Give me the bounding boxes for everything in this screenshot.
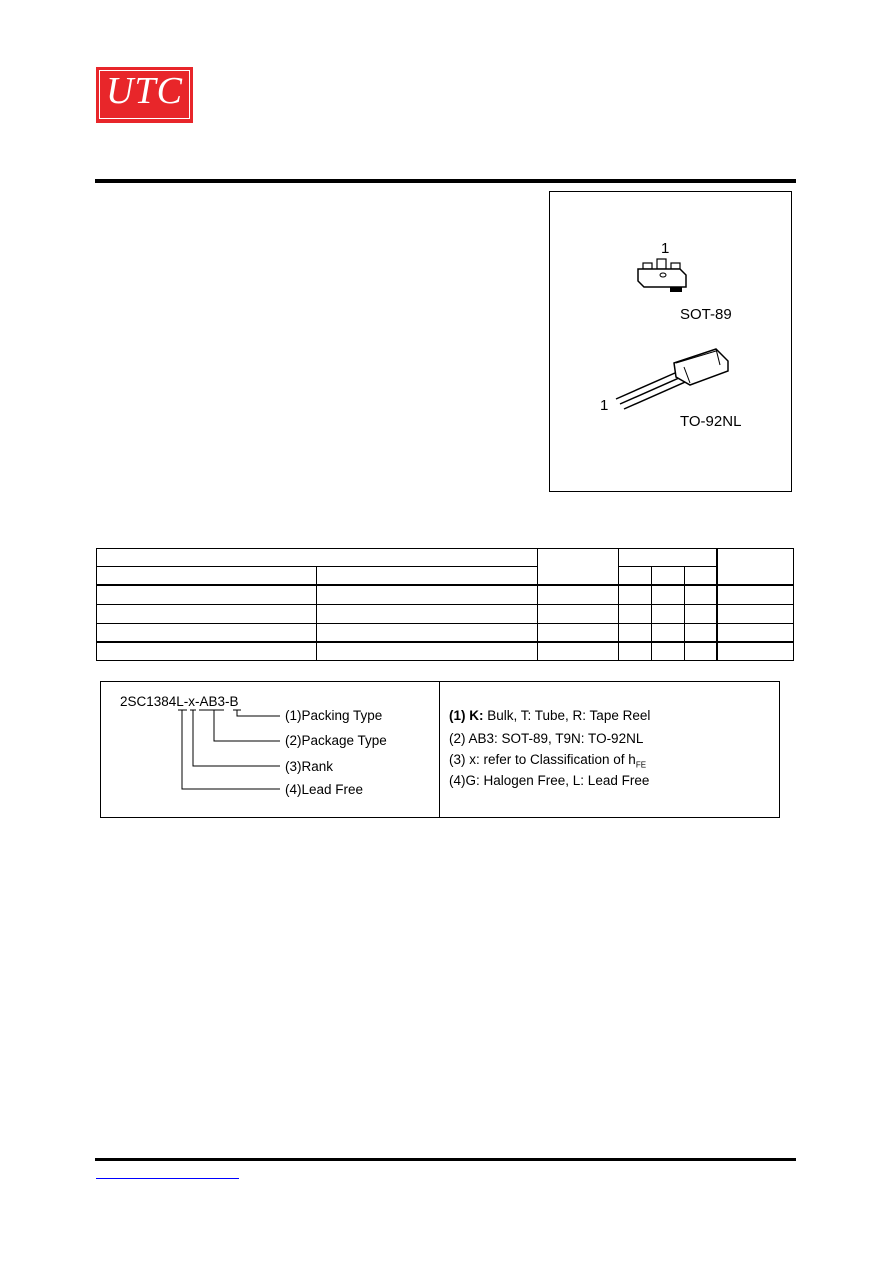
logo-text: UTC — [106, 70, 183, 112]
table-line — [96, 623, 794, 624]
table-line — [96, 604, 794, 605]
note-packing-text: Bulk, T: Tube, R: Tape Reel — [483, 708, 651, 723]
to92nl-pin-label: 1 — [600, 397, 609, 414]
utc-logo — [96, 67, 193, 123]
table-line — [96, 548, 794, 549]
to92nl-label: TO-92NL — [680, 413, 742, 430]
table-line — [618, 566, 717, 567]
table-line — [96, 548, 97, 661]
table-line — [96, 584, 794, 586]
note-packing — [449, 708, 650, 723]
ordering-divider — [439, 682, 440, 817]
website-link[interactable] — [96, 1178, 239, 1179]
note-packing-key: (1) K: — [449, 708, 484, 723]
table-line — [537, 548, 538, 661]
callout-lead-free: (4)Lead Free — [285, 782, 364, 797]
note-lead-free: (4)G: Halogen Free, L: Lead Free — [449, 773, 650, 788]
note-rank-sub: FE — [635, 760, 647, 770]
table-line — [96, 641, 794, 643]
callout-lines — [175, 708, 295, 798]
pin-assignment-table — [96, 548, 794, 661]
table-line — [716, 548, 718, 661]
sot89-pin-label: 1 — [661, 240, 670, 257]
callout-rank: (3)Rank — [285, 759, 334, 774]
note-package: (2) AB3: SOT-89, T9N: TO-92NL — [449, 731, 644, 746]
note-rank — [449, 752, 646, 770]
table-line — [651, 566, 652, 661]
header-rule — [95, 179, 796, 183]
table-line — [793, 548, 794, 661]
table-line — [96, 660, 794, 661]
package-box — [549, 191, 792, 492]
to92nl-package-icon — [610, 345, 735, 415]
sot89-label: SOT-89 — [680, 306, 732, 323]
table-line — [684, 566, 685, 661]
table-line — [618, 548, 619, 661]
note-rank-text: (3) x: refer to Classification of h — [449, 752, 636, 767]
footer-rule — [95, 1158, 796, 1161]
callout-package-type: (2)Package Type — [285, 733, 387, 748]
part-number: 2SC1384L-x-AB3-B — [120, 694, 239, 709]
table-line — [316, 566, 317, 661]
callout-packing-type: (1)Packing Type — [285, 708, 383, 723]
